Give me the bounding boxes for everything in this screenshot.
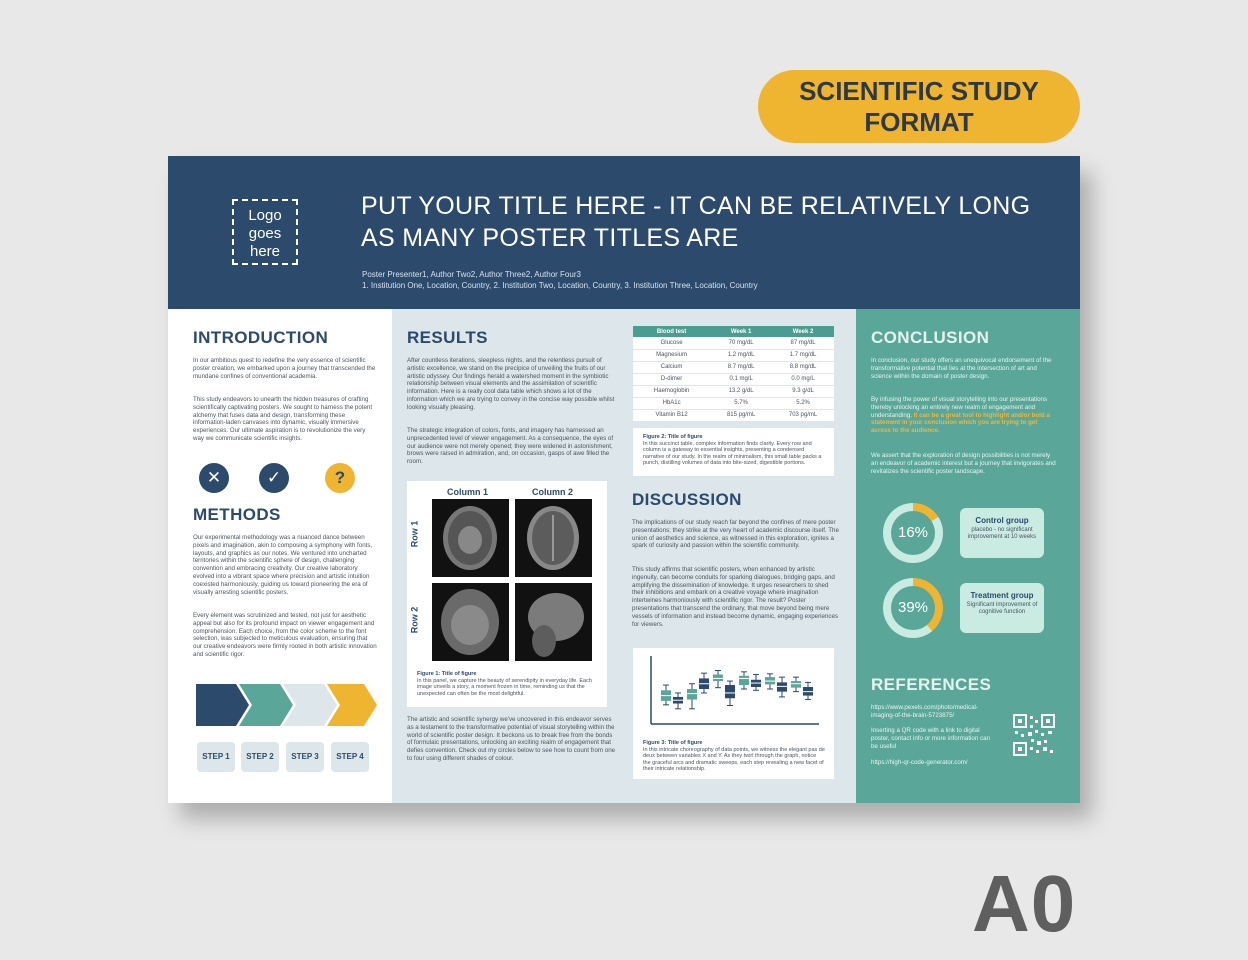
author-block (362, 269, 1062, 291)
step-3-label: STEP 3 (286, 742, 324, 772)
box-teal (791, 681, 801, 688)
table-cell: 1.2 mg/dL (710, 349, 772, 361)
figure-3-text: In this intricate choreography of data points, we witness the elegant pas de deux between variables X and Y. As they twirl through the graph, notice the graceful arcs and dramatic sweeps, each step revealing a new facet of their intricate relationship. (643, 746, 825, 772)
control-group-title: Control group (975, 516, 1029, 525)
reference-1[interactable]: https://www.pexels.com/photo/medical-imaging-of-the-brain-5723875/ (871, 704, 978, 719)
control-group-desc: placebo - no significant improvement at 10 weeks (967, 527, 1037, 540)
step-1-label: STEP 1 (197, 742, 235, 772)
table-cell: 0.1 mg/L (710, 373, 772, 385)
figure-1-text: In this panel, we capture the beauty of serendipity in everyday life. Each image unveils a story, a moment frozen in time, reminding us that the unexpected can often be the most delightful. (417, 677, 592, 697)
results-para-2: The strategic integration of colors, fonts, and imagery has harnessed an unprecedented level of viewer engagement. As a consequence, the eyes of our audience were not merely opened; they were widened in astonishment, brows were raised in admiration, and, on occasion, gasps of awe filled the room. (407, 427, 614, 466)
question-icon: ? (325, 463, 355, 493)
treatment-group-title: Treatment group (970, 591, 1034, 600)
institutions-line: 1. Institution One, Location, Country, 2. Institution Two, Location, Country, 3. Institution Three, Location, Country (362, 281, 758, 290)
table-header-row (633, 326, 834, 337)
discussion-heading: DISCUSSION (632, 490, 742, 509)
conclusion-para-2 (871, 396, 1056, 435)
treatment-group-box (960, 583, 1044, 633)
control-group-percent: 16% (891, 511, 935, 555)
table-cell: 5.7% (710, 397, 772, 409)
table-row (633, 385, 834, 397)
poster-title: PUT YOUR TITLE HERE - IT CAN BE RELATIVELY LONG AS MANY POSTER TITLES ARE (361, 192, 1031, 252)
table-cell: 70 mg/dL (710, 337, 772, 349)
poster (168, 156, 1080, 803)
size-label: A0 (972, 859, 1077, 948)
introduction-para-1: In our ambitious quest to redefine the very essence of scientific poster creation, we embarked upon a journey that transcended the mundane confines of conventional academia. (193, 357, 376, 380)
table-header-cell: Week 2 (772, 326, 834, 337)
qr-code-icon[interactable] (1013, 714, 1055, 756)
table-cell: HbA1c (633, 397, 710, 409)
table-header-cell: Week 1 (710, 326, 772, 337)
figure-3-title: Figure 3: Title of figure (643, 740, 703, 746)
boxplot-chart (633, 648, 834, 733)
figure-3-card (633, 648, 834, 779)
box-teal (687, 689, 697, 700)
box-teal (739, 676, 749, 685)
chevron-step-1 (196, 684, 249, 726)
table-cell: Magnesium (633, 349, 710, 361)
poster-header (168, 156, 1080, 309)
table-cell: 1.7 mg/dL (772, 349, 834, 361)
table-row (633, 361, 834, 373)
table-cell: 13.2 g/dL (710, 385, 772, 397)
table-row (633, 349, 834, 361)
control-group-box (960, 508, 1044, 558)
check-icon: ✓ (259, 463, 289, 493)
step-2-label: STEP 2 (241, 742, 279, 772)
authors-line: Poster Presenter1, Author Two2, Author Three2, Author Four3 (362, 270, 581, 279)
box-navy (777, 682, 787, 691)
discussion-para-1: The implications of our study reach far beyond the confines of mere poster presentations; they strike at the very heart of academic discourse itself. The union of aesthetics and science, as witnessed in this exploration, ignites a spark of curiosity and passion within the scientific community. (632, 519, 839, 550)
results-para-1: After countless iterations, sleepless nights, and the relentless pursuit of artistic excellence, we stand on the precipice of unveiling the fruits of our artistic odyssey. Our findings herald a watershed moment in the symbiotic relationship between visual elements and the assimilation of scientific information. Here is a really cool data table which shows a lot of the information which we are trying to convey in the concise way possible whilst looking visually pleasing. (407, 357, 615, 411)
table-cell: 8.8 mg/dL (772, 361, 834, 373)
table-cell: Haemoglobin (633, 385, 710, 397)
blood-test-table (633, 326, 834, 422)
format-badge: SCIENTIFIC STUDY FORMAT (758, 70, 1080, 143)
box-teal (713, 674, 723, 681)
process-chevrons (196, 684, 378, 726)
table-cell: 5.2% (772, 397, 834, 409)
table-cell: D-dimer (633, 373, 710, 385)
table-header-cell: Blood test (633, 326, 710, 337)
treatment-group-percent: 39% (891, 586, 935, 630)
brain-scan-grid (432, 499, 592, 661)
table-cell: 87 mg/dL (772, 337, 834, 349)
figure-1-card (407, 481, 607, 707)
conclusion-para-3: We assert that the exploration of design possibilities is not merely an endeavor of academic interest but a journey that invigorates and revitalizes the scientific poster landscape. (871, 452, 1056, 475)
references-heading: REFERENCES (871, 675, 992, 694)
reference-2: Inserting a QR code with a link to digital poster, contact info or more information can be useful (871, 727, 990, 750)
figure-1-row-1-label: Row 1 (409, 520, 420, 548)
box-navy (725, 685, 735, 698)
reference-3[interactable]: https://high-qr-code-generator.com/ (871, 759, 968, 766)
figure-1-column-2-label: Column 2 (532, 487, 574, 497)
figure-2-card (633, 428, 834, 476)
methods-para-1: Our experimental methodology was a nuanced dance between pixels and imagination, akin to composing a symphony with fonts, layouts, and graphics as our notes. We ventured into uncharted territories within the scientific sphere of design, challenging convention and embracing creativity. Our creative laboratory evolved into a vibrant space where precision and artistic intuition coexisted harmoniously, guiding us toward pioneering the era of visually arresting scientific posters. (193, 534, 373, 596)
logo-placeholder: Logo goes here (232, 199, 298, 265)
table-cell: Vitamin B12 (633, 409, 710, 421)
figure-1-row-2-label: Row 2 (409, 606, 420, 634)
table-cell: 703 pg/mL (772, 409, 834, 421)
table-row (633, 337, 834, 349)
x-icon: ✕ (199, 463, 229, 493)
step-4-label: STEP 4 (331, 742, 369, 772)
table-row (633, 409, 834, 421)
figure-2-title: Figure 2: Title of figure (643, 434, 703, 440)
table-cell: Calcium (633, 361, 710, 373)
methods-para-2: Every element was scrutinized and tested, not just for aesthetic appeal but also for its profound impact on viewer engagement and comprehension. Each choice, from the color scheme to the font selection, was subjected to meticulous evaluation, ensuring that our creative endeavors were firmly rooted in both artistic innovation and scientific rigor. (193, 612, 377, 658)
results-para-3: The artistic and scientific synergy we've uncovered in this endeavor serves as a testament to the transformative potential of visual storytelling within the world of scientific poster design. It beckons us to break free from the bonds of formulaic presentations, unlocking an exciting realm of engagement that defies convention. Check out my circles below to see how to count from one to four using different shades of colour. (407, 716, 616, 762)
treatment-group-ring (883, 578, 943, 638)
conclusion-highlight: It can be a great tool to highlight and/or bold a statement in your conclusion which you are trying to get across to the audience. (871, 411, 1050, 435)
methods-heading: METHODS (193, 505, 281, 524)
conclusion-heading: CONCLUSION (871, 328, 990, 347)
results-heading: RESULTS (407, 328, 488, 347)
introduction-heading: INTRODUCTION (193, 328, 329, 347)
conclusion-para-2-text: By infusing the power of visual storytelling into our presentations thereby unlocking an entirely new realm of engagement and understanding. (871, 396, 1048, 419)
figure-1-column-1-label: Column 1 (447, 487, 489, 497)
table-cell: 8.7 mg/dL (710, 361, 772, 373)
treatment-group-desc: Significant improvement of cognitive function (966, 602, 1038, 615)
figure-1-title: Figure 1: Title of figure (417, 671, 477, 677)
table-cell: 815 pg/mL (710, 409, 772, 421)
figure-3-caption (643, 740, 825, 773)
discussion-para-2: This study affirms that scientific posters, when enhanced by artistic ingenuity, can become conduits for sparking dialogues, bridging gaps, and amplifying the dissemination of knowledge. It urges researchers to shed their inhibitions and embark on a creative voyage where imagination intertwines harmoniously with scientific rigor. The result? Poster presentations that transcend the ordinary, that move beyond being mere vessels of information and instead become dynamic, engaging experiences for viewers. (632, 566, 839, 628)
figure-2-text: In this succinct table, complex information finds clarity. Every row and column is a gateway to essential insights, presenting a condensed narrative of our study. In the realm of minimalism, this small table packs a punch, distilling volumes of data into bite-sized, digestible portions. (643, 440, 822, 466)
control-group-ring (883, 503, 943, 563)
table-cell: 0.0 mg/L (772, 373, 834, 385)
conclusion-para-1: In conclusion, our study offers an unequivocal endorsement of the transformative potential that lies at the intersection of art and science within the domain of poster design. (871, 357, 1052, 380)
table-row (633, 373, 834, 385)
table-row (633, 397, 834, 409)
introduction-para-2: This study endeavors to unearth the hidden treasures of crafting scientifically captivating posters. We sought to harness the potent alchemy that fuses data and design, transforming these information-laden canvases into dynamic, visually immersive experiences. Our ultimate aspiration is to revolutionize the very way we communicate scientific insights. (193, 396, 373, 442)
figure-2-caption (643, 434, 825, 467)
table-cell: 9.3 g/dL (772, 385, 834, 397)
table-cell: Glucose (633, 337, 710, 349)
figure-1-caption (417, 671, 602, 697)
